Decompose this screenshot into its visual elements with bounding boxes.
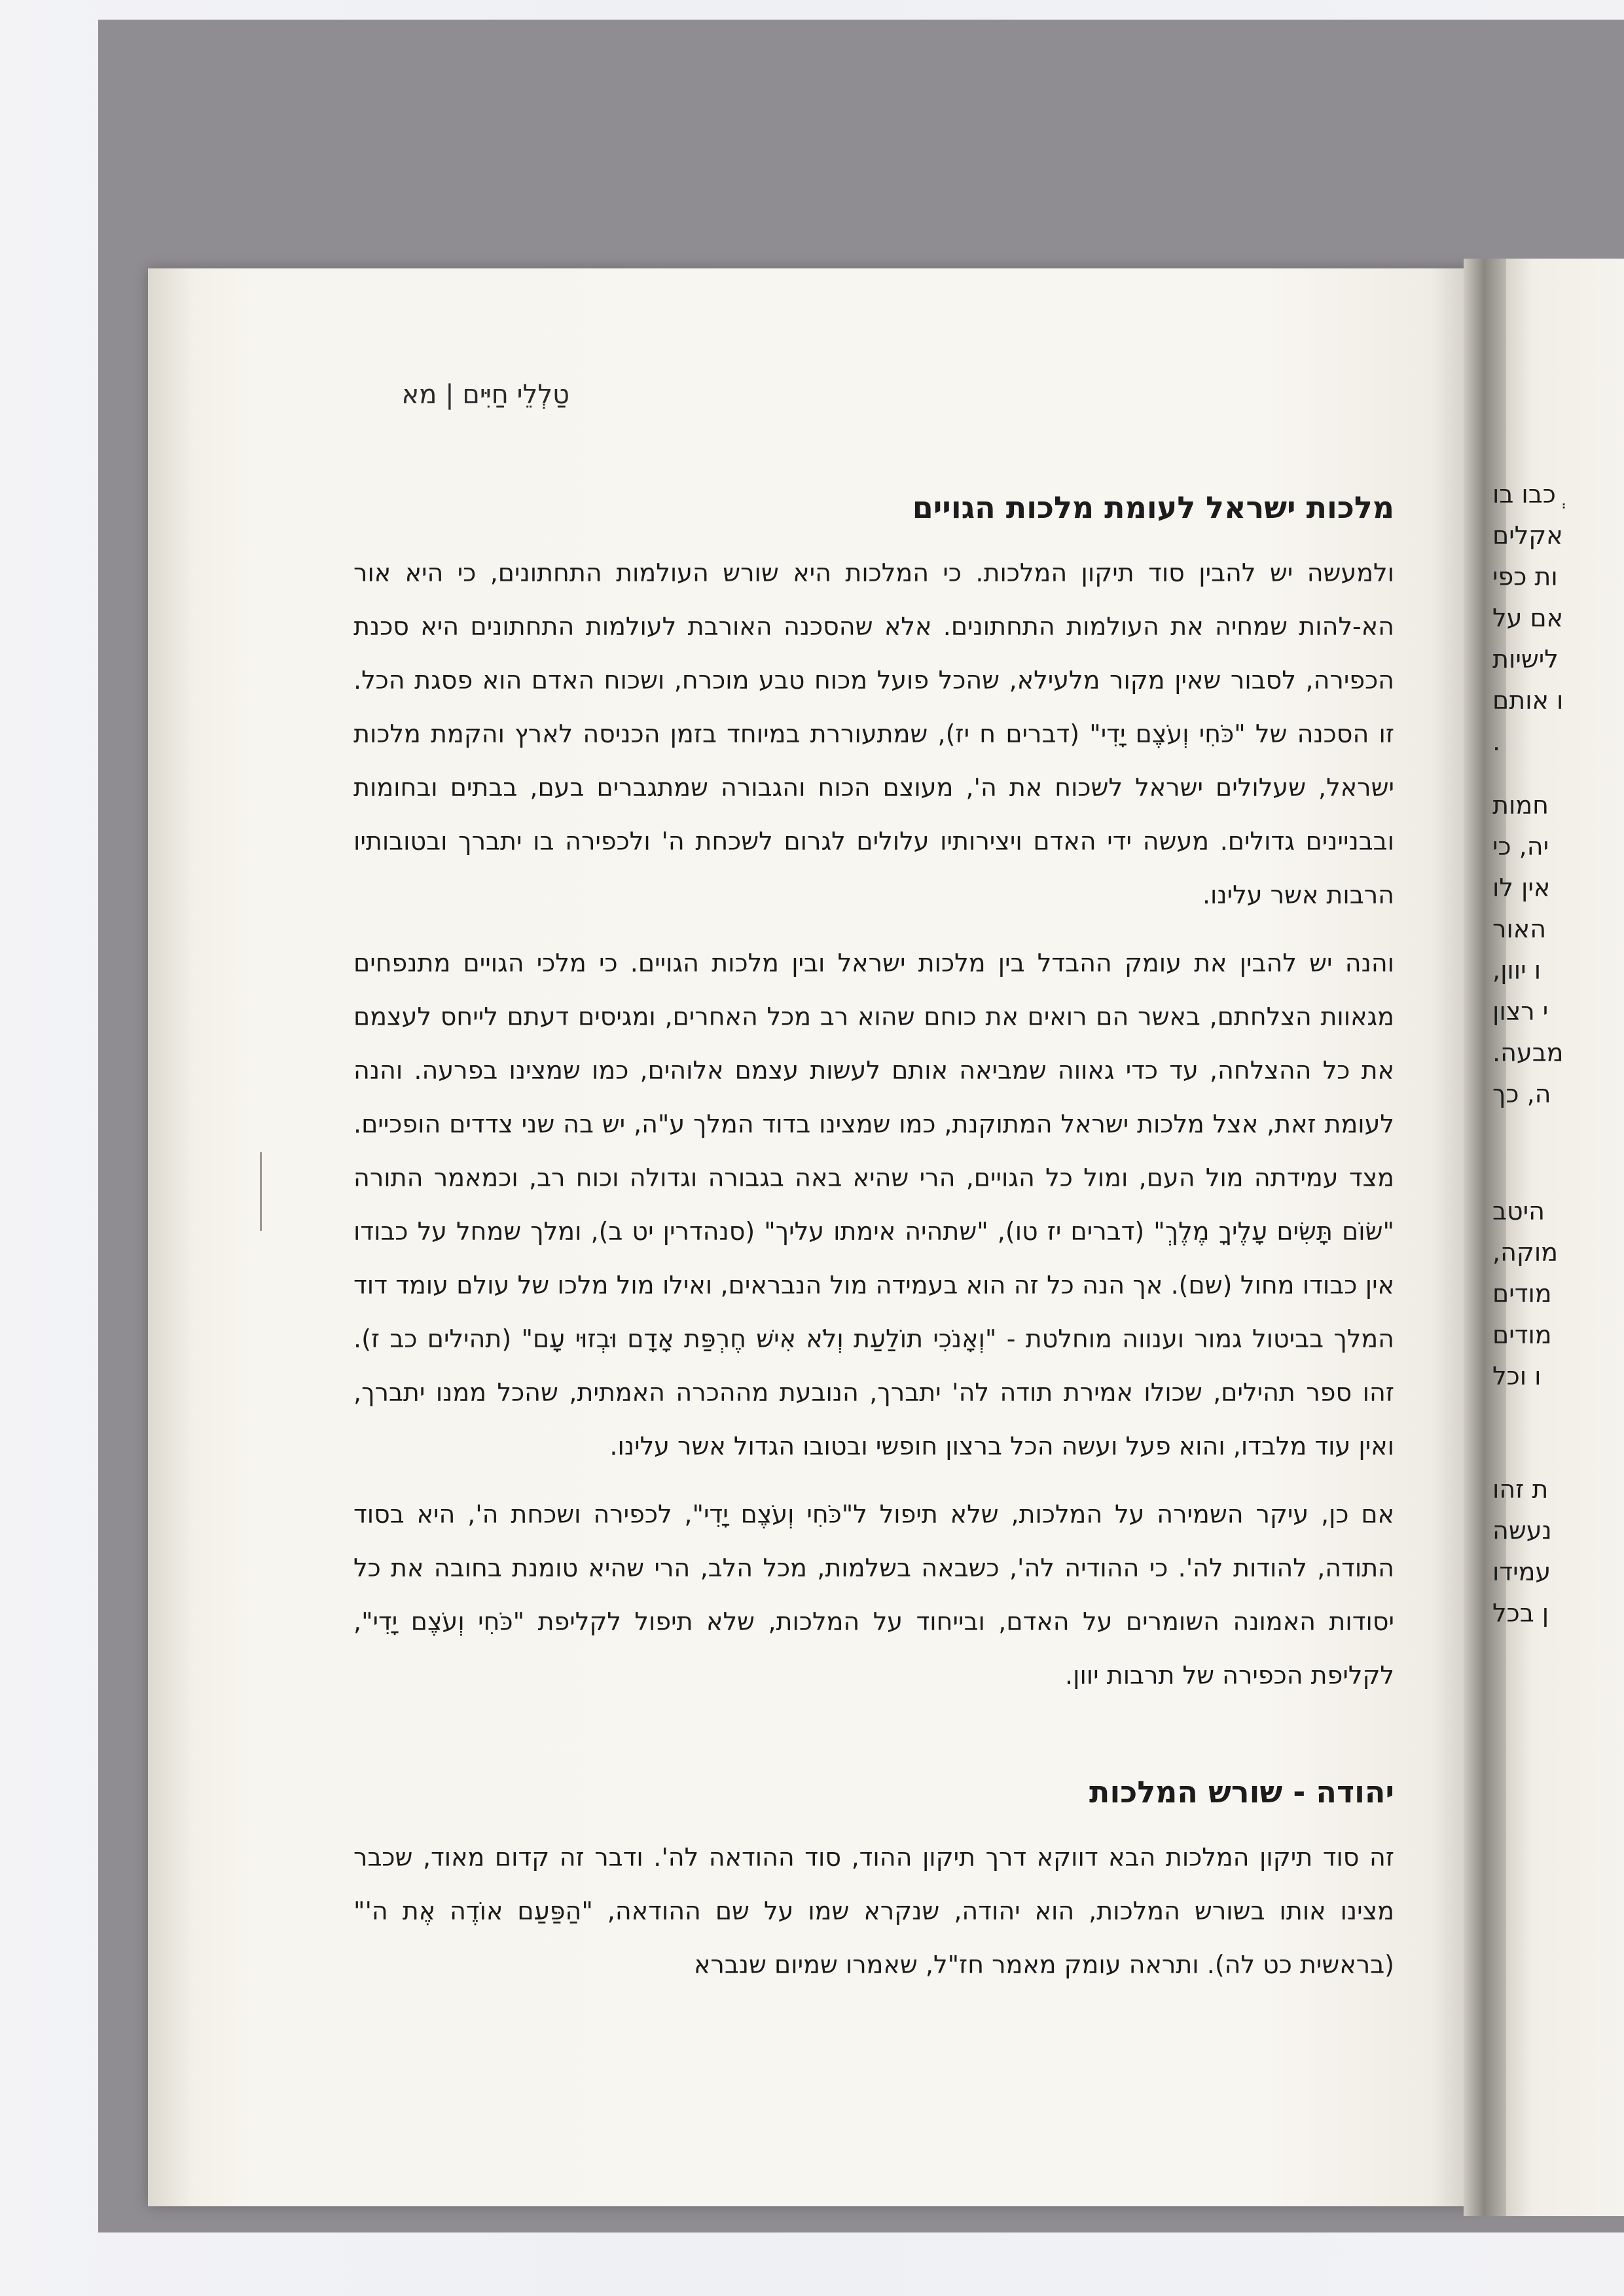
margin-mark [260, 1152, 262, 1231]
right-page-fragment: מודים [1492, 1279, 1552, 1308]
paragraph: והנה יש להבין את עומק ההבדל בין מלכות ישראל ובין מלכות הגויים. כי מלכי הגויים מתנפחים מגאוות הצלחתם, באשר הם רואים את כוחם שהוא רב מכל האחרים, ומגיסים דעתם לייחס לעצמם את כל ההצלחה, עד כדי גאווה שמביאה אותם לעשות עצמם אלוהים, כמו שמצינו בפרעה. והנה לעומת זאת, אצל מלכות ישראל המתוקנת, כמו שמצינו בדוד המלך ע"ה, יש בה שני צדדים הופכיים. מצד עמידתה מול העם, ומול כל הגויים, הרי שהיא באה בגבורה וגדולה וכוח רב, וכמאמר התורה "שׂוֹם תָּשִׂים עָלֶיךָ מֶלֶךְ" (דברים יז טו), "שתהיה אימתו עליך" (סנהדרין יט ב), ומלך שמחל על כבודו אין כבודו מחול (שם). אך הנה כל זה הוא בעמידה מול הנבראים, ואילו מול מלכו של עולם עומד דוד המלך בביטול גמור וענווה מוחלטת - "וְאָנֹכִי תוֹלַעַת וְלֹא אִישׁ חֶרְפַּת אָדָם וּבְזוּי עָם" (תהילים כב ז). זהו ספר תהילים, שכולו אמירת תודה לה' יתברך, הנובעת מההכרה האמתית, שהכל ממנו יתברך, ואין עוד מלבדו, והוא פעל ועשה הכל ברצון חופשי ובטובו הגדול אשר עלינו. [353, 949, 1394, 1461]
right-page-fragment: ו אותם [1492, 686, 1564, 715]
right-page-fragment: היטב [1492, 1197, 1545, 1226]
right-page-fragment: מוקה, [1492, 1238, 1559, 1267]
right-page-fragment: אם על [1492, 604, 1564, 632]
right-page-fragment: מודים [1492, 1321, 1552, 1349]
section-gap [353, 1717, 1394, 1769]
right-page-fragment: י רצון [1492, 997, 1549, 1026]
right-page-fragment: ן בכל [1492, 1599, 1549, 1628]
right-page-fragment: ו וכל [1492, 1362, 1542, 1391]
right-page-fragment: נעשה [1492, 1516, 1552, 1545]
right-page-fragment: . [1492, 727, 1501, 756]
right-page-fragment: אין לו [1492, 873, 1551, 902]
paragraph: ולמעשה יש להבין סוד תיקון המלכות. כי המלכות היא שורש העולמות התחתונים, כי היא אור הא-להות שמחיה את העולמות התחתונים. אלא שהסכנה האורבת לעולמות התחתונים היא סכנת הכפירה, לסבור שאין מקור מלעילא, שהכל פועל מכוח טבע מוכרח, ושכוח האדם הוא פסגת הכל. זו הסכנה של "כֹּחִי וְעֹצֶם יָדִי" (דברים ח יז), שמתעוררת במיוחד בזמן הכניסה לארץ והקמת מלכות ישראל, שעלולים ישראל לשכוח את ה', מעוצם הכוח והגבורה שמתגברים בעם, בבתים ובחומות ובבניינים גדולים. מעשה ידי האדם ויצירותיו עלולים לגרום לשכחת ה' ולכפירה בו יתברך ובטובותיו הרבות אשר עלינו. [353, 558, 1394, 909]
right-page-fragment: יה, כי [1492, 832, 1549, 861]
right-page-fragment: ה, כך [1492, 1080, 1551, 1108]
right-page-fragment: ְכבו בו [1492, 480, 1556, 509]
page-body [353, 484, 1394, 2006]
section-title-yehuda: יהודה - שורש המלכות [1089, 1774, 1394, 1810]
right-page-fragment: לישיות [1492, 645, 1559, 674]
running-head: טַלְלֵי חַיִּים | מא [401, 380, 569, 410]
right-page-fragment: ת זהו [1492, 1475, 1549, 1504]
right-page-fragment: ו יוון, [1492, 956, 1542, 985]
right-page-fragment: אקלים [1492, 521, 1563, 550]
right-page-fragment: מבעה. [1492, 1038, 1564, 1067]
right-page-fragment: עמידו [1492, 1558, 1551, 1586]
right-page-fragment: האור [1492, 915, 1547, 943]
right-page-fragment: חמות [1492, 791, 1549, 820]
right-page-fragment: ות כפי [1492, 562, 1558, 591]
section-title-israel-kingdom: מלכות ישראל לעומת מלכות הגויים [912, 490, 1394, 525]
paragraph: אם כן, עיקר השמירה על המלכות, שלא תיפול ל"כֹּחִי וְעֹצֶם יָדִי", לכפירה ושכחת ה', היא בסוד התודה, להודות לה'. כי ההודיה לה', כשבאה בשלמות, מכל הלב, הרי שהיא טומנת בחובה את כל יסודות האמונה השומרים על האדם, ובייחוד על המלכות, שלא תיפול לקליפת "כֹּחִי וְעֹצֶם יָדִי", לקליפת הכפירה של תרבות יוון. [353, 1500, 1394, 1690]
paragraph: זה סוד תיקון המלכות הבא דווקא דרך תיקון ההוד, סוד ההודאה לה'. ודבר זה קדום מאוד, שכבר מצינו אותו בשורש המלכות, הוא יהודה, שנקרא שמו על שם ההודאה, "הַפַּעַם אוֹדֶה אֶת ה'" (בראשית כט לה). ותראה עומק מאמר חז"ל, שאמרו שמיום שנברא [353, 1843, 1394, 1979]
